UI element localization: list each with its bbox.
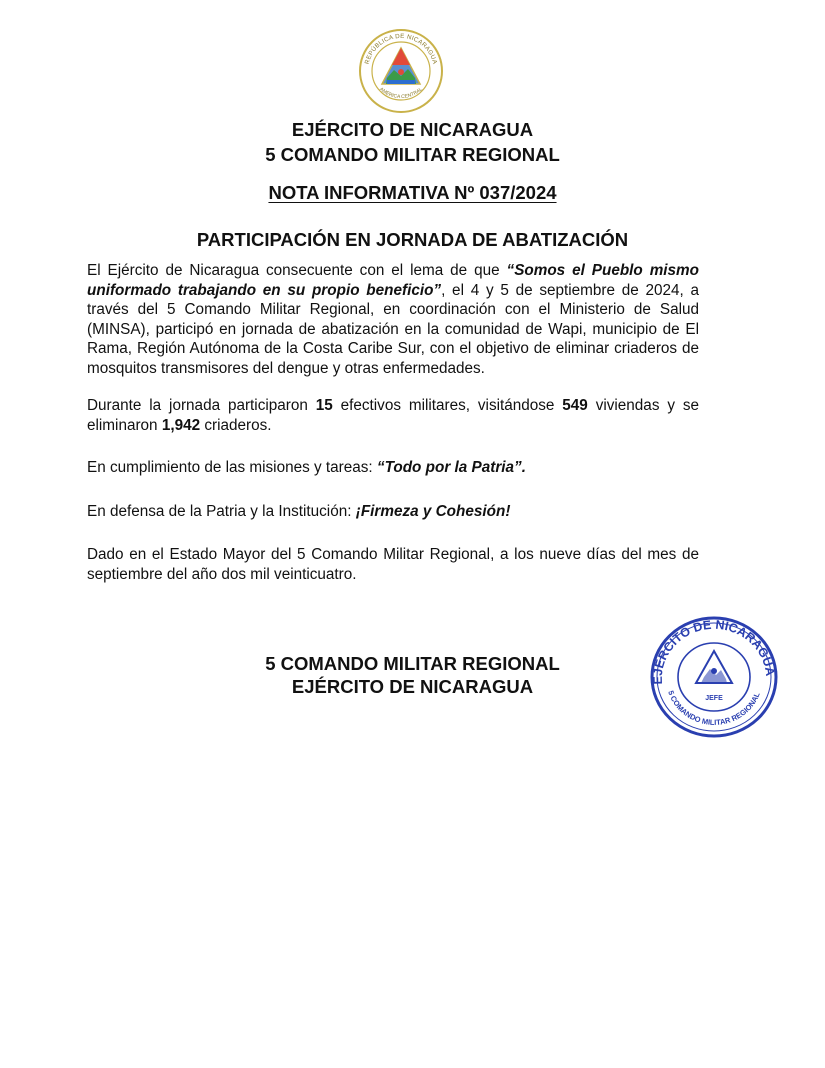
intro-text-a: El Ejército de Nicaragua consecuente con el lema de que xyxy=(87,262,507,279)
mission-quote: “Todo por la Patria”. xyxy=(376,459,526,476)
paragraph-defense xyxy=(87,502,699,522)
results-text-d: criaderos. xyxy=(200,416,272,434)
results-text-c: viviendas y se eliminaron xyxy=(87,397,699,434)
results-text-b: efectivos militares, visitándose xyxy=(332,397,563,414)
svg-text:5 COMANDO MILITAR REGIONAL: 5 COMANDO MILITAR REGIONAL xyxy=(666,689,762,727)
paragraph-mission xyxy=(87,458,699,478)
troops-count: 15 xyxy=(315,397,333,414)
official-stamp xyxy=(648,613,780,741)
paragraph-results xyxy=(87,396,699,435)
org-name-line2: 5 COMANDO MILITAR REGIONAL xyxy=(265,144,560,165)
note-subject: PARTICIPACIÓN EN JORNADA DE ABATIZACIÓN xyxy=(196,229,629,250)
signature-line2: EJÉRCITO DE NICARAGUA xyxy=(291,676,534,697)
motto-quote: “Somos el Pueblo mismo uniformado trabajando en su propio beneficio” xyxy=(87,262,700,299)
signature-line1: 5 COMANDO MILITAR REGIONAL xyxy=(265,653,560,674)
svg-text:REPÚBLICA DE NICARAGUA: REPÚBLICA DE NICARAGUA xyxy=(363,32,439,66)
breeding-sites-count: 1,942 xyxy=(161,416,201,434)
paragraph-intro xyxy=(87,261,699,379)
defense-quote: ¡Firmeza y Cohesión! xyxy=(355,503,511,520)
mission-text: En cumplimiento de las misiones y tareas: xyxy=(87,459,377,476)
nicaragua-coat-of-arms-seal xyxy=(358,28,444,114)
homes-count: 549 xyxy=(562,397,588,414)
svg-text:EJÉRCITO DE NICARAGUA: EJÉRCITO DE NICARAGUA xyxy=(650,617,778,685)
paragraph-dated: Dado en el Estado Mayor del 5 Comando Militar Regional, a los nueve días del mes de septiembre del año dos mil veinticuatro. xyxy=(87,546,699,583)
note-title: NOTA INFORMATIVA Nº 037/2024 xyxy=(268,182,557,203)
results-text-a: Durante la jornada participaron xyxy=(87,397,316,414)
svg-text:AMÉRICA CENTRAL: AMÉRICA CENTRAL xyxy=(378,86,424,101)
svg-text:JEFE: JEFE xyxy=(705,695,723,702)
defense-text: En defensa de la Patria y la Institución: xyxy=(87,503,356,520)
intro-text-b: , el 4 y 5 de septiembre de 2024, a través del 5 Comando Militar Regional, en coordinación con el Ministerio de Salud (MINSA), participó en jornada de abatización en la comunidad de Wapi, municipio de El Rama, Región Autónoma de la Costa Caribe Sur, con el objetivo de eliminar criaderos de mosquitos transmisores del dengue y otras enfermedades. xyxy=(87,281,699,377)
org-name-line1: EJÉRCITO DE NICARAGUA xyxy=(291,119,534,140)
